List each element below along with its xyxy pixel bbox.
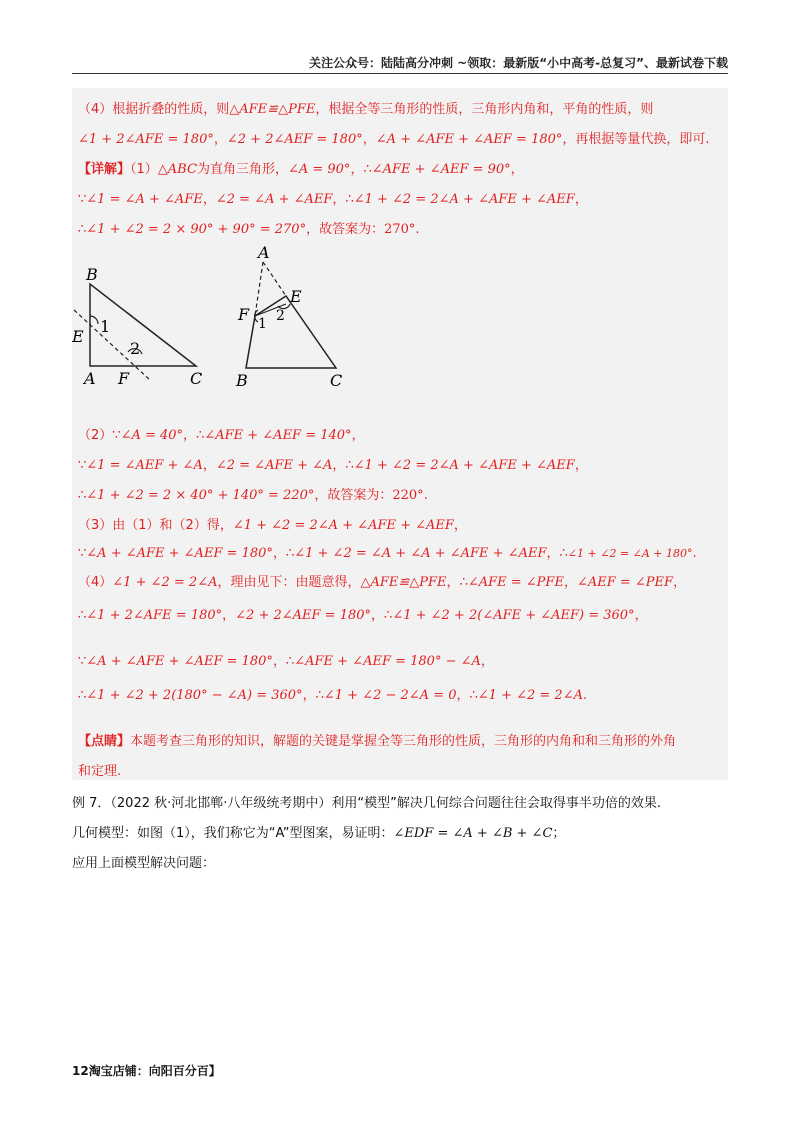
angle-label-2: 2 [130, 339, 141, 358]
math: ∠AFE + ∠AEF = 140° [204, 428, 352, 443]
text: ， [222, 608, 236, 623]
therefore-symbol: ∴ [285, 654, 295, 669]
therefore-symbol: ∴ [345, 458, 354, 473]
text: ，理由见下：由题意得， [217, 575, 361, 590]
detail-tag: 【详解】 [78, 162, 131, 177]
text: ， [453, 518, 467, 533]
text: 为直角三角形， [196, 162, 288, 177]
math: ∠AFE = ∠PFE [467, 575, 564, 590]
solution-line-14 [78, 684, 587, 703]
example-line-1: 例 7．（2022 秋·河北邯郸·八年级统考期中）利用“模型”解决几何综合问题往往会取得事半功倍的效果. [72, 796, 661, 811]
math: ∠AFE + ∠AEF = 90° [371, 162, 511, 177]
text: ， [634, 608, 648, 623]
text: （1） [130, 162, 158, 177]
solution-line-3 [78, 158, 524, 177]
math: ∠A + ∠AFE + ∠AEF = 180° [375, 132, 563, 147]
math: ∠AFE + ∠AEF = 180° − ∠A [294, 654, 481, 669]
solution-line-6 [78, 424, 365, 443]
label-f: F [238, 305, 250, 324]
because-symbol: ∵ [78, 458, 87, 473]
math: △AFE≌△PFE [229, 102, 316, 117]
quadrilateral-bcef [246, 296, 336, 368]
text: ， [202, 192, 216, 207]
therefore-symbol: ∴ [363, 162, 372, 177]
label-a: A [84, 369, 96, 388]
therefore-symbol: ∴ [78, 488, 87, 503]
text: ，根据全等三角形的性质，三角形内角和，平角的性质，则 [315, 102, 654, 117]
text: . [692, 546, 697, 561]
label-f: F [118, 369, 130, 388]
solution-line-5 [78, 218, 420, 237]
text: 几何模型：如图（1），我们称它为“A”型图案，易证明： [72, 826, 394, 841]
solution-line-7 [78, 454, 588, 473]
text: . [415, 222, 420, 237]
math: ∠2 = ∠A + ∠AEF [215, 192, 333, 207]
text: ， [351, 428, 365, 443]
math: ∠1 = ∠A + ∠AFE [86, 192, 203, 207]
angle-label-1: 1 [258, 316, 267, 332]
math: ∠A = 90° [287, 162, 351, 177]
label-e: E [72, 327, 84, 346]
solution-line-8 [78, 484, 428, 503]
math: ∠1 + ∠2 = 2∠A [112, 575, 218, 590]
left-triangle-figure [72, 265, 202, 388]
text: ， [302, 688, 316, 703]
label-e: E [290, 287, 302, 306]
math: ∠2 + 2∠AEF = 180° [226, 132, 363, 147]
therefore-symbol: ∴ [559, 546, 568, 561]
therefore-symbol: ∴ [315, 688, 324, 703]
page-footer: 12淘宝店铺：向阳百分百】 [72, 1064, 221, 1078]
comment-tag: 【点睛】 [78, 734, 131, 749]
math: ∠AEF = ∠PEF [576, 575, 674, 590]
example-line-2 [72, 822, 565, 841]
math: ∠2 = ∠AFE + ∠A [215, 458, 333, 473]
triangle-figures [72, 244, 372, 394]
therefore-symbol: ∴ [459, 575, 468, 590]
solution-line-9 [78, 514, 467, 533]
text: ， [574, 192, 588, 207]
text: ， [446, 575, 460, 590]
math: ∠1 = ∠AEF + ∠A [86, 458, 203, 473]
solution-line-13 [78, 650, 494, 669]
text: ， [362, 132, 376, 147]
therefore-symbol: ∴ [196, 428, 205, 443]
text: . [423, 488, 428, 503]
text: 本题考查三角形的知识，解题的关键是掌握全等三角形的性质，三角形的内角和和三角形的外角 [130, 734, 677, 749]
because-symbol: ∵ [112, 428, 121, 443]
header-divider [72, 73, 728, 74]
text: ， [673, 575, 687, 590]
text: ； [552, 826, 566, 841]
label-c: C [190, 369, 203, 388]
math: ∠A = 40° [120, 428, 184, 443]
example-line-3: 应用上面模型解决问题： [72, 856, 216, 871]
math: ∠1 + ∠2 − 2∠A = 0 [323, 688, 457, 703]
page-header: 关注公众号：陆陆高分冲刺 ~领取：最新版“小中高考-总复习”、最新试卷下载 [309, 56, 728, 70]
text: ，故答案为： [314, 488, 393, 503]
label-b: B [86, 265, 98, 284]
answer: 270° [384, 222, 416, 237]
math: ∠A + ∠AFE + ∠AEF = 180° [86, 546, 273, 561]
math: ∠1 + ∠2 = ∠A + 180° [567, 547, 693, 560]
text: （4）根据折叠的性质，则 [78, 102, 230, 117]
math: ∠1 + ∠2 = ∠A + ∠A + ∠AFE + ∠AEF [294, 546, 547, 561]
label-c: C [330, 371, 343, 390]
therefore-symbol: ∴ [384, 608, 393, 623]
text: ， [574, 458, 588, 473]
because-symbol: ∵ [78, 192, 87, 207]
because-symbol: ∵ [78, 654, 87, 669]
text: ， [272, 654, 286, 669]
therefore-symbol: ∴ [469, 688, 478, 703]
text: ， [371, 608, 385, 623]
text: . [582, 688, 588, 703]
text: ， [332, 192, 346, 207]
text: ， [510, 162, 524, 177]
text: ， [563, 575, 577, 590]
right-triangle-figure [235, 244, 342, 390]
text: ，再根据等量代换，即可. [562, 132, 710, 147]
math: △AFE≌△PFE [360, 575, 447, 590]
angle-label-2: 2 [276, 308, 285, 324]
math: ∠1 + ∠2 = 2∠A + ∠AFE + ∠AEF [232, 518, 454, 533]
text: （3）由（1）和（2）得， [78, 518, 233, 533]
math: ∠1 + ∠2 = 2∠A [477, 688, 583, 703]
text: ， [546, 546, 560, 561]
text: ， [456, 688, 470, 703]
angle-1-arc [90, 316, 98, 324]
math: ∠1 + ∠2 = 2∠A + ∠AFE + ∠AEF [353, 458, 575, 473]
text: ， [272, 546, 286, 561]
folded-edge-ae [263, 262, 286, 296]
solution-line-11 [78, 571, 686, 590]
text: ， [350, 162, 364, 177]
angle-label-1: 1 [100, 317, 111, 336]
solution-line-4 [78, 188, 588, 207]
math: △ABC [157, 162, 197, 177]
comment-line-2 [78, 760, 121, 779]
folded-edge-af [255, 262, 263, 316]
math: ∠1 + ∠2 = 2 × 90° + 90° = 270° [86, 222, 307, 237]
therefore-symbol: ∴ [78, 608, 87, 623]
text: （2） [78, 428, 113, 443]
answer: 220° [392, 488, 424, 503]
solution-line-10 [78, 542, 697, 561]
text: 和定理. [78, 764, 122, 779]
therefore-symbol: ∴ [345, 192, 354, 207]
text: ， [213, 132, 227, 147]
therefore-symbol: ∴ [78, 222, 87, 237]
therefore-symbol: ∴ [285, 546, 295, 561]
text: （4） [78, 575, 113, 590]
math: ∠1 + ∠2 = 2∠A + ∠AFE + ∠AEF [353, 192, 575, 207]
solution-line-2 [78, 128, 710, 147]
text: ， [202, 458, 216, 473]
label-a: A [258, 244, 270, 262]
math: ∠A + ∠AFE + ∠AEF = 180° [86, 654, 273, 669]
math: ∠1 + 2∠AFE = 180° [86, 608, 223, 623]
math: ∠EDF = ∠A + ∠B + ∠C [393, 826, 553, 841]
math: ∠1 + ∠2 + 2(180° − ∠A) = 360° [86, 688, 303, 703]
math: ∠1 + 2∠AFE = 180° [78, 132, 214, 147]
label-b: B [236, 371, 248, 390]
text: ， [480, 654, 494, 669]
math: ∠1 + ∠2 + 2(∠AFE + ∠AEF) = 360° [392, 608, 635, 623]
because-symbol: ∵ [78, 546, 87, 561]
solution-line-1 [78, 98, 653, 117]
text: ，故答案为： [306, 222, 385, 237]
text: ， [332, 458, 346, 473]
comment-line-1 [78, 730, 676, 749]
math: ∠1 + ∠2 = 2 × 40° + 140° = 220° [86, 488, 315, 503]
solution-line-12 [78, 604, 648, 623]
text: ， [183, 428, 197, 443]
math: ∠2 + 2∠AEF = 180° [235, 608, 372, 623]
therefore-symbol: ∴ [78, 688, 87, 703]
